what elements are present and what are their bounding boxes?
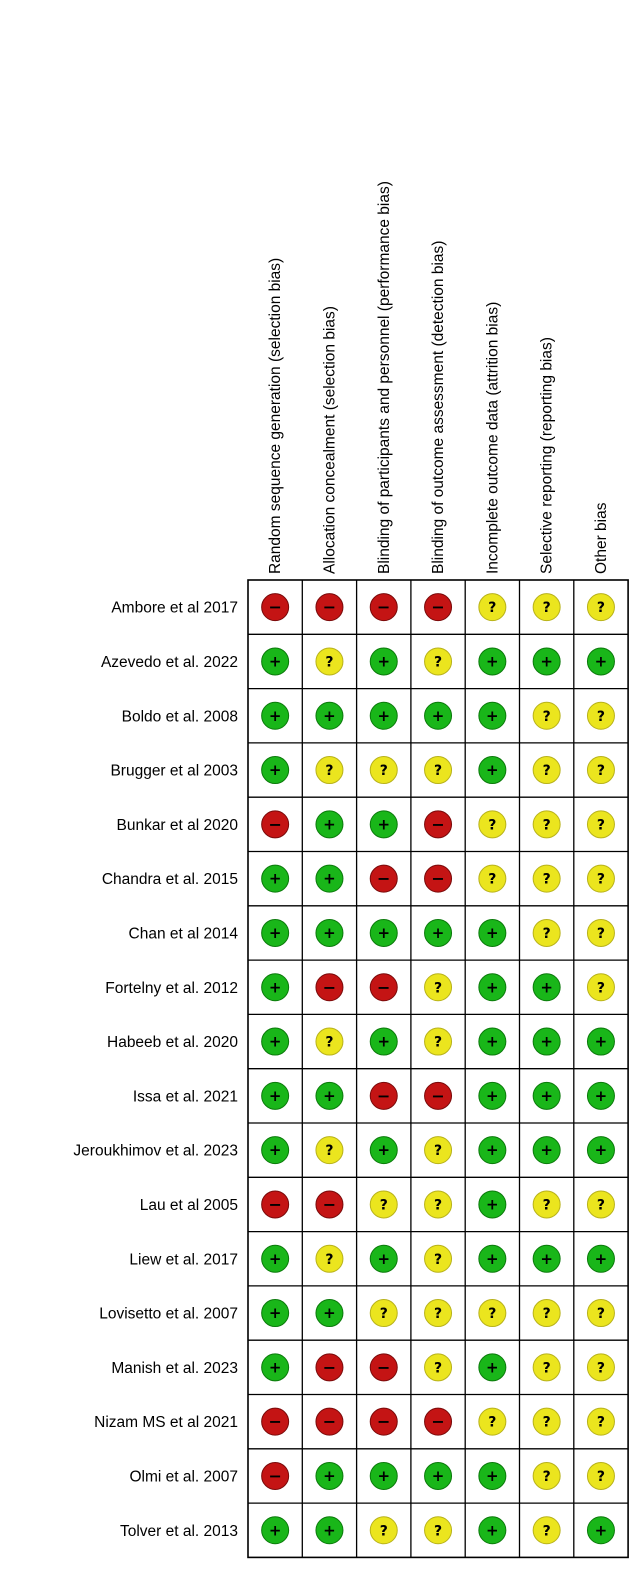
rating-glyph: + (323, 706, 336, 725)
rating-glyph: − (268, 1194, 282, 1214)
rating-glyph: ? (542, 1197, 551, 1214)
low-risk-icon (479, 1245, 506, 1272)
unclear-risk-icon (587, 1300, 614, 1327)
high-risk-icon (370, 1354, 397, 1381)
rating-glyph: ? (542, 1523, 551, 1540)
rating-glyph: + (540, 1032, 553, 1051)
unclear-risk-icon (370, 1300, 397, 1327)
rating-glyph: ? (325, 1251, 334, 1268)
domain-header-1: Random sequence generation (selection bias) (267, 257, 285, 574)
rating-glyph: − (377, 977, 391, 997)
rating-glyph: + (486, 1358, 499, 1377)
rating-glyph: ? (379, 1523, 388, 1540)
study-label: Chan et al 2014 (128, 925, 238, 943)
low-risk-icon (370, 1137, 397, 1164)
low-risk-icon (533, 1137, 560, 1164)
unclear-risk-icon (316, 1028, 343, 1055)
rating-glyph: + (268, 978, 282, 997)
low-risk-icon (425, 702, 452, 729)
unclear-risk-icon (425, 1245, 452, 1272)
rating-glyph: − (322, 1194, 337, 1214)
study-label: Azevedo et al. 2022 (100, 653, 238, 671)
unclear-risk-icon (533, 1517, 560, 1544)
low-risk-icon (370, 702, 397, 729)
rating-glyph: ? (433, 1306, 443, 1323)
study-label: Olmi et al. 2007 (129, 1468, 238, 1486)
low-risk-icon (479, 919, 506, 946)
rating-glyph: − (431, 814, 445, 834)
rating-glyph: + (431, 706, 445, 725)
low-risk-icon (262, 865, 289, 892)
rating-glyph: − (377, 1086, 391, 1106)
rating-glyph: ? (542, 708, 551, 725)
low-risk-icon (587, 1028, 614, 1055)
rating-glyph: + (323, 1304, 336, 1323)
rating-glyph: ? (542, 1414, 551, 1431)
rating-glyph: ? (542, 1306, 551, 1323)
unclear-risk-icon (533, 594, 560, 621)
low-risk-icon (587, 1517, 614, 1544)
unclear-risk-icon (533, 811, 560, 838)
high-risk-icon (316, 974, 343, 1001)
study-label: Brugger et al 2003 (110, 762, 238, 780)
unclear-risk-icon (533, 757, 560, 784)
unclear-risk-icon (533, 865, 560, 892)
rating-glyph: ? (325, 763, 334, 780)
rating-glyph: + (540, 1249, 553, 1268)
rating-glyph: + (377, 1466, 391, 1485)
unclear-risk-icon (425, 1300, 452, 1327)
rating-glyph: + (540, 1086, 553, 1105)
rating-glyph: + (377, 1249, 391, 1268)
rating-glyph: − (268, 814, 282, 834)
rating-glyph: ? (596, 763, 606, 780)
rating-glyph: ? (488, 817, 497, 834)
unclear-risk-icon (533, 1191, 560, 1218)
high-risk-icon (262, 1408, 289, 1435)
low-risk-icon (479, 1191, 506, 1218)
rating-glyph: ? (488, 1414, 497, 1431)
rating-glyph: ? (542, 600, 551, 617)
study-label: Nizam MS et al 2021 (94, 1414, 238, 1432)
rating-glyph: − (377, 1412, 391, 1432)
rating-glyph: ? (596, 925, 606, 942)
low-risk-icon (479, 702, 506, 729)
rating-glyph: + (377, 652, 391, 671)
rating-glyph: + (268, 923, 282, 942)
rating-glyph: ? (542, 763, 551, 780)
rating-glyph: ? (379, 1306, 388, 1323)
unclear-risk-icon (533, 702, 560, 729)
rating-glyph: ? (488, 600, 497, 617)
rating-glyph: + (486, 652, 499, 671)
low-risk-icon (262, 1137, 289, 1164)
low-risk-icon (370, 648, 397, 675)
low-risk-icon (587, 1245, 614, 1272)
rating-glyph: ? (488, 871, 497, 888)
rating-glyph: + (540, 652, 553, 671)
high-risk-icon (425, 865, 452, 892)
high-risk-icon (370, 974, 397, 1001)
high-risk-icon (370, 1082, 397, 1109)
unclear-risk-icon (425, 1028, 452, 1055)
high-risk-icon (262, 1191, 289, 1218)
low-risk-icon (262, 757, 289, 784)
low-risk-icon (262, 1300, 289, 1327)
unclear-risk-icon (587, 702, 614, 729)
rating-glyph: − (322, 1412, 337, 1432)
study-label: Jeroukhimov et al. 2023 (73, 1142, 238, 1160)
rating-glyph: − (377, 597, 391, 617)
rating-glyph: + (268, 706, 282, 725)
rating-glyph: + (594, 1521, 608, 1540)
rating-glyph: ? (596, 600, 606, 617)
unclear-risk-icon (479, 865, 506, 892)
rating-glyph: − (377, 869, 391, 889)
low-risk-icon (262, 1245, 289, 1272)
low-risk-icon (425, 1462, 452, 1489)
domain-header-3: Blinding of participants and personnel (performance bias) (375, 181, 393, 574)
unclear-risk-icon (587, 1354, 614, 1381)
unclear-risk-icon (587, 1191, 614, 1218)
rating-glyph: + (486, 1141, 499, 1160)
rating-glyph: + (377, 923, 391, 942)
low-risk-icon (533, 1245, 560, 1272)
low-risk-icon (316, 1300, 343, 1327)
high-risk-icon (262, 1462, 289, 1489)
rating-glyph: + (377, 815, 391, 834)
rating-glyph: + (594, 1086, 608, 1105)
low-risk-icon (587, 1137, 614, 1164)
domain-headers (267, 181, 610, 574)
rating-glyph: + (540, 1141, 553, 1160)
study-label: Ambore et al 2017 (111, 599, 238, 617)
low-risk-icon (479, 1082, 506, 1109)
unclear-risk-icon (370, 1517, 397, 1544)
high-risk-icon (370, 594, 397, 621)
unclear-risk-icon (533, 1300, 560, 1327)
domain-header-4: Blinding of outcome assessment (detection bias) (430, 240, 448, 574)
unclear-risk-icon (370, 1191, 397, 1218)
low-risk-icon (370, 1462, 397, 1489)
rating-glyph: ? (379, 763, 388, 780)
rating-glyph: − (431, 869, 445, 889)
rating-glyph: + (268, 869, 282, 888)
unclear-risk-icon (425, 974, 452, 1001)
low-risk-icon (316, 1462, 343, 1489)
rating-glyph: − (431, 1086, 445, 1106)
study-label: Boldo et al. 2008 (121, 708, 238, 726)
rating-glyph: ? (542, 817, 551, 834)
unclear-risk-icon (587, 919, 614, 946)
rating-glyph: + (268, 652, 282, 671)
study-label: Manish et al. 2023 (111, 1359, 238, 1377)
unclear-risk-icon (533, 1354, 560, 1381)
rating-glyph: ? (325, 1034, 334, 1051)
rating-glyph: + (594, 1032, 608, 1051)
low-risk-icon (479, 1354, 506, 1381)
rating-glyph: ? (433, 980, 443, 997)
rating-glyph: + (268, 1249, 282, 1268)
unclear-risk-icon (479, 1408, 506, 1435)
rating-glyph: ? (596, 980, 606, 997)
rating-glyph: − (322, 977, 337, 997)
study-label: Tolver et al. 2013 (119, 1522, 238, 1540)
rating-glyph: − (268, 597, 282, 617)
rating-glyph: + (431, 923, 445, 942)
low-risk-icon (262, 974, 289, 1001)
high-risk-icon (262, 594, 289, 621)
rating-glyph: + (431, 1466, 445, 1485)
low-risk-icon (316, 1082, 343, 1109)
rating-glyph: ? (542, 1360, 551, 1377)
rating-glyph: + (486, 706, 499, 725)
rating-glyph: + (377, 1032, 391, 1051)
rating-glyph: ? (433, 1197, 443, 1214)
unclear-risk-icon (425, 1137, 452, 1164)
rating-glyph: + (268, 1086, 282, 1105)
high-risk-icon (425, 811, 452, 838)
study-label: Liew et al. 2017 (129, 1251, 238, 1269)
rating-glyph: + (486, 761, 499, 780)
study-label: Habeeb et al. 2020 (107, 1034, 238, 1052)
low-risk-icon (316, 919, 343, 946)
high-risk-icon (425, 1082, 452, 1109)
low-risk-icon (479, 1137, 506, 1164)
low-risk-icon (587, 648, 614, 675)
rating-glyph: + (268, 761, 282, 780)
low-risk-icon (533, 1028, 560, 1055)
rating-glyph: + (268, 1304, 282, 1323)
low-risk-icon (370, 1245, 397, 1272)
rating-glyph: − (431, 1412, 445, 1432)
rating-glyph: + (323, 869, 336, 888)
low-risk-icon (479, 1517, 506, 1544)
rating-glyph: + (540, 978, 553, 997)
rating-glyph: + (486, 978, 499, 997)
study-label: Lovisetto et al. 2007 (99, 1305, 238, 1323)
study-label: Issa et al. 2021 (132, 1088, 238, 1106)
rating-glyph: + (377, 706, 391, 725)
rating-glyph: + (486, 1249, 499, 1268)
unclear-risk-icon (425, 648, 452, 675)
domain-header-2: Allocation concealment (selection bias) (321, 306, 339, 574)
rating-glyph: ? (433, 1251, 443, 1268)
low-risk-icon (316, 1517, 343, 1544)
unclear-risk-icon (370, 757, 397, 784)
high-risk-icon (316, 594, 343, 621)
rating-glyph: ? (433, 654, 443, 671)
study-labels (73, 600, 238, 1540)
low-risk-icon (533, 1082, 560, 1109)
rating-glyph: ? (596, 1360, 606, 1377)
unclear-risk-icon (316, 1245, 343, 1272)
low-risk-icon (370, 1028, 397, 1055)
low-risk-icon (262, 1517, 289, 1544)
rating-glyph: + (486, 1195, 499, 1214)
study-label: Lau et al 2005 (139, 1196, 238, 1214)
unclear-risk-icon (425, 1191, 452, 1218)
unclear-risk-icon (587, 757, 614, 784)
rating-glyph: ? (433, 763, 443, 780)
study-label: Chandra et al. 2015 (101, 871, 238, 889)
unclear-risk-icon (479, 594, 506, 621)
rating-glyph: ? (542, 1468, 551, 1485)
low-risk-icon (533, 648, 560, 675)
unclear-risk-icon (316, 1137, 343, 1164)
low-risk-icon (370, 919, 397, 946)
rating-glyph: + (486, 1521, 499, 1540)
rating-glyph: + (594, 1249, 608, 1268)
rating-glyph: − (322, 597, 337, 617)
low-risk-icon (262, 648, 289, 675)
rating-glyph: ? (433, 1523, 443, 1540)
unclear-risk-icon (425, 1517, 452, 1544)
rating-glyph: ? (596, 1306, 606, 1323)
rating-glyph: − (431, 597, 445, 617)
unclear-risk-icon (479, 811, 506, 838)
rating-glyph: + (486, 923, 499, 942)
rating-glyph: + (377, 1141, 391, 1160)
rating-glyph: − (268, 1466, 282, 1486)
unclear-risk-icon (587, 865, 614, 892)
high-risk-icon (370, 1408, 397, 1435)
unclear-risk-icon (479, 1300, 506, 1327)
rating-glyph: ? (433, 1143, 443, 1160)
high-risk-icon (316, 1408, 343, 1435)
rating-glyph: ? (596, 1468, 606, 1485)
rating-glyph: + (486, 1032, 499, 1051)
rating-glyph: + (323, 815, 336, 834)
domain-header-6: Selective reporting (reporting bias) (538, 337, 556, 574)
unclear-risk-icon (425, 1354, 452, 1381)
unclear-risk-icon (316, 648, 343, 675)
low-risk-icon (425, 919, 452, 946)
rating-glyph: ? (596, 1414, 606, 1431)
rating-glyph: ? (542, 925, 551, 942)
low-risk-icon (479, 974, 506, 1001)
low-risk-icon (262, 702, 289, 729)
rating-glyph: ? (596, 871, 606, 888)
low-risk-icon (262, 1082, 289, 1109)
unclear-risk-icon (533, 919, 560, 946)
rating-glyph: + (323, 1521, 336, 1540)
low-risk-icon (262, 919, 289, 946)
rating-glyph: ? (596, 1197, 606, 1214)
low-risk-icon (533, 974, 560, 1001)
low-risk-icon (370, 811, 397, 838)
high-risk-icon (425, 1408, 452, 1435)
high-risk-icon (262, 811, 289, 838)
low-risk-icon (479, 1462, 506, 1489)
rating-glyph: − (322, 1357, 337, 1377)
rating-glyph: + (323, 1086, 336, 1105)
rating-glyph: + (594, 652, 608, 671)
rating-glyph: + (268, 1358, 282, 1377)
rating-glyph: ? (596, 708, 606, 725)
unclear-risk-icon (587, 1408, 614, 1435)
rating-glyph: + (268, 1141, 282, 1160)
rating-glyph: ? (325, 654, 334, 671)
low-risk-icon (262, 1354, 289, 1381)
low-risk-icon (479, 1028, 506, 1055)
high-risk-icon (316, 1354, 343, 1381)
low-risk-icon (587, 1082, 614, 1109)
high-risk-icon (370, 865, 397, 892)
rating-glyph: + (323, 1466, 336, 1485)
unclear-risk-icon (587, 974, 614, 1001)
low-risk-icon (479, 648, 506, 675)
high-risk-icon (425, 594, 452, 621)
rating-glyph: + (486, 1086, 499, 1105)
rating-glyph: ? (379, 1197, 388, 1214)
domain-header-5: Incomplete outcome data (attrition bias) (484, 301, 502, 574)
rating-glyph: ? (488, 1306, 497, 1323)
unclear-risk-icon (533, 1462, 560, 1489)
low-risk-icon (262, 1028, 289, 1055)
low-risk-icon (316, 811, 343, 838)
unclear-risk-icon (587, 811, 614, 838)
low-risk-icon (316, 702, 343, 729)
rating-glyph: − (377, 1357, 391, 1377)
rating-glyph: − (268, 1412, 282, 1432)
rating-glyph: + (594, 1141, 608, 1160)
rating-glyph: + (486, 1466, 499, 1485)
unclear-risk-icon (533, 1408, 560, 1435)
rating-glyph: ? (433, 1360, 443, 1377)
rating-glyph: ? (596, 817, 606, 834)
study-label: Fortelny et al. 2012 (105, 979, 238, 997)
rating-glyph: + (268, 1521, 282, 1540)
domain-header-7: Other bias (592, 502, 610, 574)
unclear-risk-icon (316, 757, 343, 784)
high-risk-icon (316, 1191, 343, 1218)
rating-glyph: + (323, 923, 336, 942)
low-risk-icon (316, 865, 343, 892)
rating-glyph: ? (325, 1143, 334, 1160)
unclear-risk-icon (587, 594, 614, 621)
rating-glyph: ? (542, 871, 551, 888)
low-risk-icon (479, 757, 506, 784)
unclear-risk-icon (587, 1462, 614, 1489)
unclear-risk-icon (425, 757, 452, 784)
rating-glyph: ? (433, 1034, 443, 1051)
study-label: Bunkar et al 2020 (116, 816, 238, 834)
rating-glyph: + (268, 1032, 282, 1051)
